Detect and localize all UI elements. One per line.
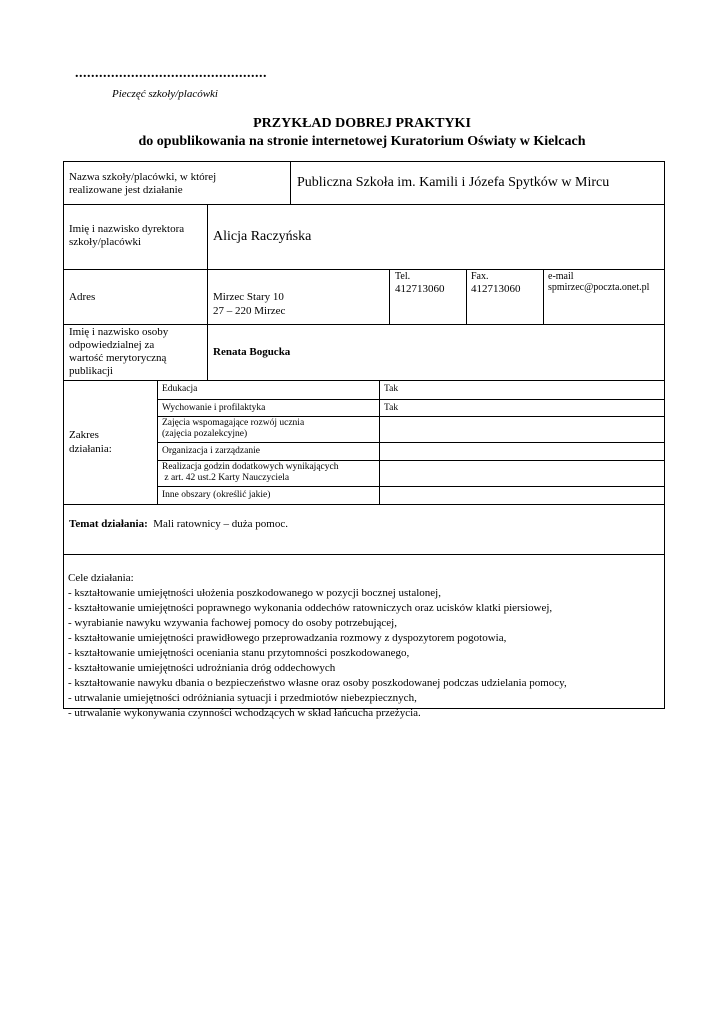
scope-row-divider: [157, 460, 664, 461]
row-divider: [64, 324, 664, 325]
goal-item: - kształtowanie umiejętności oceniania stanu przytomności poszkodowanego,: [68, 647, 410, 659]
school-value: Publiczna Szkoła im. Kamili i Józefa Spytków w Mircu: [297, 175, 610, 190]
goal-item: - utrwalanie umiejętności odróżniania sytuacji i przedmiotów niebezpiecznych,: [68, 692, 417, 704]
tel-value: 412713060: [395, 283, 445, 295]
address-line1: Mirzec Stary 10: [213, 291, 284, 303]
stamp-dots: ................................................: [75, 66, 267, 81]
address-line2: 27 – 220 Mirzec: [213, 305, 286, 317]
person-value: Renata Bogucka: [213, 346, 291, 358]
scope-area-label-line2: (zajęcia pozalekcyjne): [162, 429, 248, 439]
col-divider: [207, 324, 208, 380]
row-divider: [64, 380, 664, 381]
person-label-line1: Imię i nazwisko osoby: [69, 326, 169, 338]
scope-label-line2: działania:: [69, 443, 112, 455]
scope-area-label: Wychowanie i profilaktyka: [162, 403, 266, 413]
person-label-line3: wartość merytoryczną: [69, 352, 167, 364]
page-subtitle: do opublikowania na stronie internetowej Kuratorium Oświaty w Kielcach: [138, 134, 586, 149]
director-label-line1: Imię i nazwisko dyrektora: [69, 223, 185, 235]
row-divider: [64, 554, 664, 555]
address-label: Adres: [69, 291, 96, 303]
scope-area-label: Organizacja i zarządzanie: [162, 446, 260, 456]
topic-row: [69, 518, 288, 531]
scope-area-value: Tak: [384, 384, 399, 394]
col-divider: [290, 162, 291, 204]
director-value: Alicja Raczyńska: [213, 229, 312, 244]
page-title: PRZYKŁAD DOBREJ PRAKTYKI: [253, 116, 471, 131]
goal-item: - utrwalanie wykonywania czynności wchodzących w skład łańcucha przeżycia.: [68, 707, 421, 719]
scope-row-divider: [157, 416, 664, 417]
goal-item: - kształtowanie umiejętności udrożniania dróg oddechowych: [68, 662, 336, 674]
scope-row-divider: [157, 442, 664, 443]
col-divider: [389, 269, 390, 324]
stamp-label: Pieczęć szkoły/placówki: [112, 88, 218, 100]
col-divider: [379, 380, 380, 504]
row-divider: [64, 204, 664, 205]
scope-area-label: Edukacja: [162, 384, 198, 394]
goal-item: - kształtowanie umiejętności poprawnego wykonania oddechów ratowniczych oraz ucisków klatki piersiowej,: [68, 602, 553, 614]
scope-row-divider: [157, 399, 664, 400]
email-value: spmirzec@poczta.onet.pl: [548, 282, 650, 293]
row-divider: [64, 269, 664, 270]
school-label-line2: realizowane jest działanie: [69, 184, 183, 196]
col-divider: [466, 269, 467, 324]
scope-row-divider: [157, 486, 664, 487]
person-label-line2: odpowiedzialnej za: [69, 339, 155, 351]
goals-section: [68, 571, 567, 721]
tel-label: Tel.: [395, 271, 411, 282]
col-divider: [157, 380, 158, 504]
scope-area-label-line2: z art. 42 ust.2 Karty Nauczyciela: [162, 473, 290, 483]
fax-value: 412713060: [471, 283, 521, 295]
school-label-line1: Nazwa szkoły/placówki, w której: [69, 171, 217, 183]
col-divider: [543, 269, 544, 324]
scope-area-label: Zajęcia wspomagające rozwój ucznia: [162, 418, 305, 428]
scope-area-label: Inne obszary (określić jakie): [162, 490, 271, 500]
scope-area-label: Realizacja godzin dodatkowych wynikających: [162, 462, 339, 472]
topic-value: Mali ratownicy – duża pomoc.: [153, 518, 288, 530]
topic-label: Temat działania:: [69, 518, 148, 530]
col-divider: [207, 204, 208, 324]
fax-label: Fax.: [471, 271, 489, 282]
goal-item: - kształtowanie umiejętności prawidłowego przeprowadzania rozmowy z dyspozytorem pogotowia,: [68, 632, 507, 644]
director-label-line2: szkoły/placówki: [69, 236, 142, 248]
goal-item: - kształtowanie umiejętności ułożenia poszkodowanego w pozycji bocznej ustalonej,: [68, 587, 441, 599]
row-divider: [64, 504, 664, 505]
person-label-line4: publikacji: [69, 365, 113, 377]
goal-item: - kształtowanie nawyku dbania o bezpieczeństwo własne oraz osoby poszkodowanej podczas udzielania pomocy,: [68, 677, 567, 689]
scope-area-value: Tak: [384, 403, 399, 413]
goals-title: Cele działania:: [68, 572, 134, 584]
scope-label-line1: Zakres: [69, 429, 99, 441]
goal-item: - wyrabianie nawyku wzywania fachowej pomocy do osoby potrzebującej,: [68, 617, 397, 629]
email-label: e-mail: [548, 271, 574, 282]
